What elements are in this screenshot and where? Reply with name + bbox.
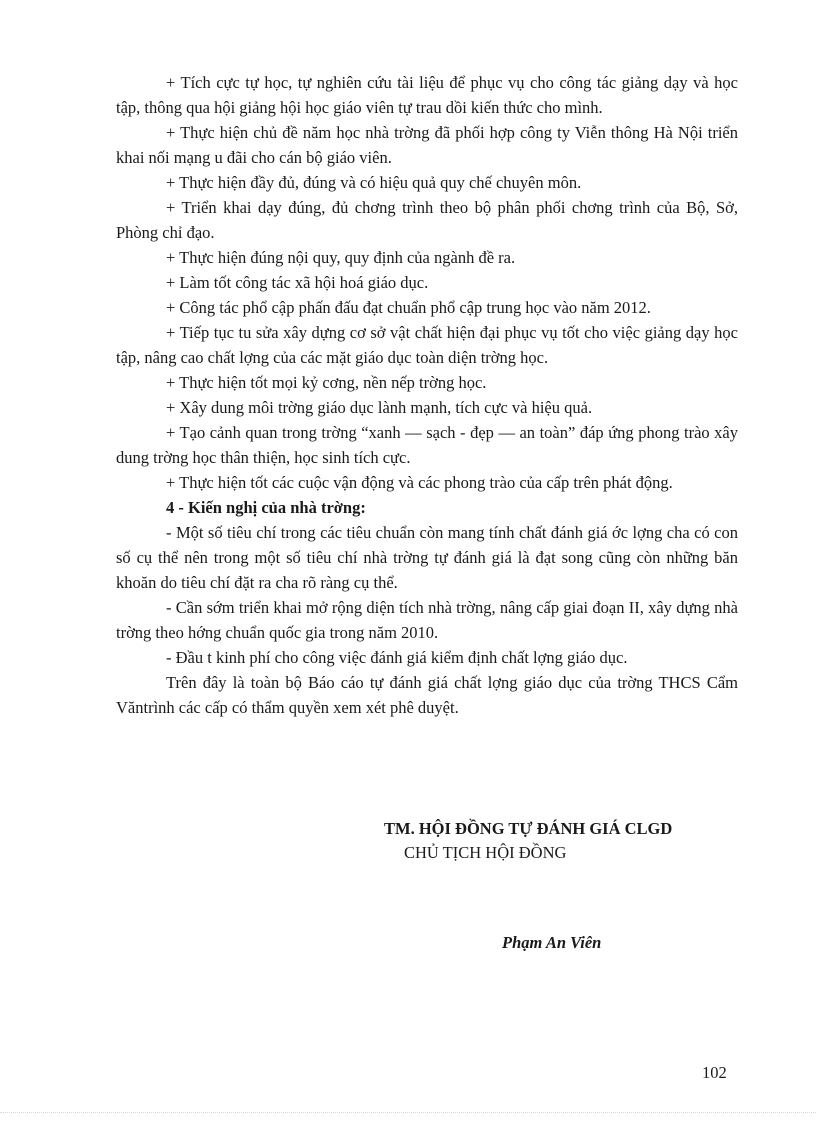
paragraph: + Thực hiện chủ đề năm học nhà trờng đã phối hợp công ty Viễn thông Hà Nội triển khai nối mạng u đãi cho cán bộ giáo viên. [116, 123, 738, 167]
signature-title: TM. HỘI ĐỒNG TỰ ĐÁNH GIÁ CLGD [384, 819, 673, 838]
paragraph: + Xây dung môi trờng giáo dục lành mạnh, tích cực và hiệu quả. [166, 398, 593, 417]
paragraph: + Làm tốt công tác xã hội hoá giáo dục. [166, 273, 429, 292]
paragraph: + Triển khai dạy đúng, đủ chơng trình theo bộ phân phối chơng trình của Bộ, Sở, Phòng chỉ đạo. [116, 198, 738, 242]
page-number: 102 [702, 1063, 727, 1082]
closing-paragraph: Trên đây là toàn bộ Báo cáo tự đánh giá chất lợng giáo dục của trờng THCS Cẩm Văntrình các cấp có thẩm quyền xem xét phê duyệt. [116, 673, 738, 717]
section-heading: 4 - Kiến nghị của nhà trờng: [166, 498, 366, 517]
recommendation: - Một số tiêu chí trong các tiêu chuẩn còn mang tính chất đánh giá ớc lợng cha có con số cụ thể nên trong một số tiêu chí nhà trờng tự đánh giá là đạt song cũng còn những băn khoăn do tiêu chí đặt ra cha rõ ràng cụ thể. [116, 523, 738, 592]
paragraph: + Thực hiện tốt các cuộc vận động và các phong trào của cấp trên phát động. [166, 473, 673, 492]
paragraph: + Thực hiện tốt mọi kỷ cơng, nền nếp trờng học. [166, 373, 487, 392]
paragraph: + Tạo cảnh quan trong trờng “xanh — sạch - đẹp — an toàn” đáp ứng phong trào xây dung trờng học thân thiện, học sinh tích cực. [116, 423, 738, 467]
recommendation: - Cần sớm triển khai mở rộng diện tích nhà trờng, nâng cấp giai đoạn II, xây dựng nhà trờng theo hớng chuẩn quốc gia trong năm 2010. [116, 598, 738, 642]
recommendation: - Đầu t kinh phí cho công việc đánh giá kiểm định chất lợng giáo dục. [166, 648, 628, 667]
paragraph: + Thực hiện đầy đủ, đúng và có hiệu quả quy chế chuyên môn. [166, 173, 582, 192]
signature-subtitle: CHỦ TỊCH HỘI ĐỒNG [404, 843, 567, 862]
paragraph: + Công tác phổ cập phấn đấu đạt chuẩn phổ cập trung học vào năm 2012. [166, 298, 651, 317]
signatory-name: Phạm An Viên [502, 933, 602, 952]
page-bottom-divider [0, 1112, 816, 1113]
paragraph: + Tiếp tục tu sửa xây dựng cơ sở vật chất hiện đại phục vụ tốt cho việc giảng dạy học tập, nâng cao chất lợng của các mặt giáo dục toàn diện trờng học. [116, 323, 738, 367]
document-body [116, 70, 738, 720]
paragraph: + Thực hiện đúng nội quy, quy định của ngành đề ra. [166, 248, 516, 267]
paragraph: + Tích cực tự học, tự nghiên cứu tài liệu để phục vụ cho công tác giảng dạy và học tập, thông qua hội giảng hội học giáo viên tự trau dồi kiến thức cho mình. [116, 73, 738, 117]
